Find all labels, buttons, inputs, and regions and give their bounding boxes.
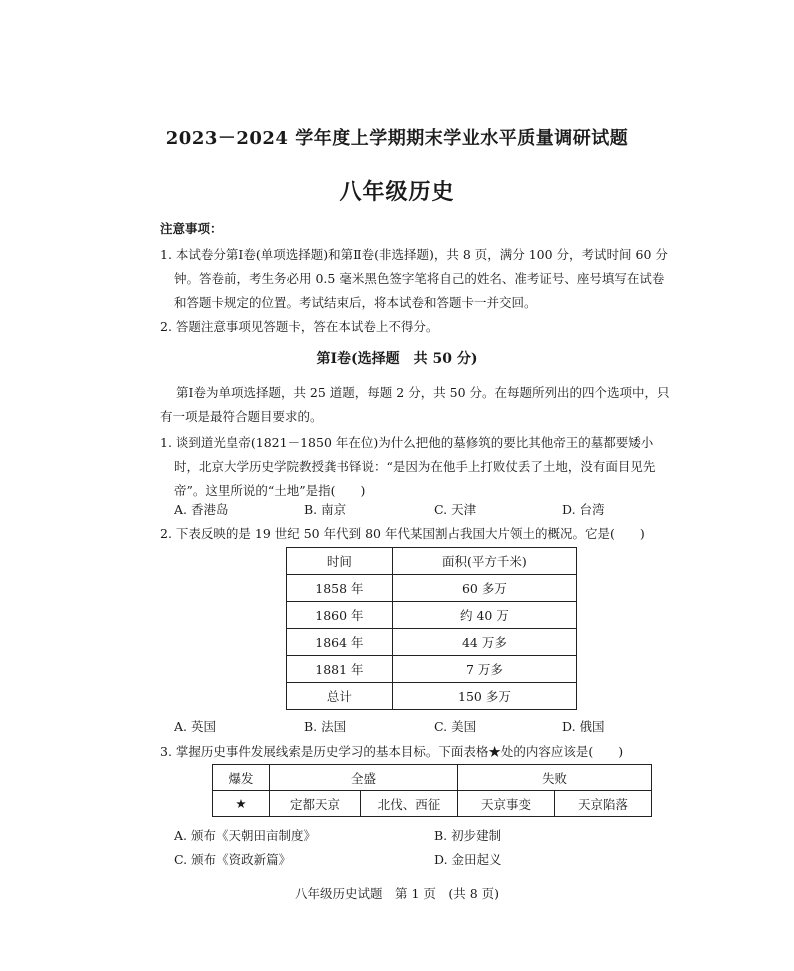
q1-option-a: A. 香港岛 <box>174 502 229 517</box>
table-row <box>287 683 577 710</box>
taiping-timeline-table <box>212 764 652 817</box>
exam-title: 2023－2024 学年度上学期期末学业水平质量调研试题 <box>165 128 629 149</box>
q1-stem-3: 帝”。这里所说的“土地”是指( ) <box>174 483 366 498</box>
table-header-cell: 爆发 <box>213 765 270 791</box>
table-cell: 约 40 万 <box>392 602 576 629</box>
table-cell: 定都天京 <box>270 791 361 817</box>
table-cell: 1864 年 <box>287 629 393 656</box>
q1-option-d: D. 台湾 <box>562 502 605 517</box>
q2-option-c: C. 美国 <box>434 719 477 734</box>
table-header-cell: 面积(平方千米) <box>392 548 576 575</box>
table-row <box>287 602 577 629</box>
table-header-row <box>287 548 577 575</box>
table-cell: 150 多万 <box>392 683 576 710</box>
table-cell: 1858 年 <box>287 575 393 602</box>
table-row <box>287 656 577 683</box>
table-cell: 天京事变 <box>458 791 555 817</box>
page-footer: 八年级历史试题 第 1 页 (共 8 页) <box>294 886 500 901</box>
table-row <box>213 791 652 817</box>
table-cell: 天京陷落 <box>555 791 652 817</box>
table-row <box>287 575 577 602</box>
table-header-cell: 全盛 <box>270 765 458 791</box>
q3-option-b: B. 初步建制 <box>434 828 502 843</box>
notes-heading: 注意事项： <box>160 221 223 236</box>
table-cell: 总计 <box>287 683 393 710</box>
exam-subject: 八年级历史 <box>339 179 455 205</box>
table-header-cell: 时间 <box>287 548 393 575</box>
notes-line-4: 2. 答题注意事项见答题卡，答在本试卷上不得分。 <box>160 319 439 334</box>
section-intro-1: 第Ⅰ卷为单项选择题，共 25 道题，每题 2 分，共 50 分。在每题所列出的四个选项中，只 <box>176 385 670 400</box>
section-intro-2: 有一项是最符合题目要求的。 <box>160 409 323 424</box>
notes-line-2: 钟。答卷前，考生务必用 0.5 毫米黑色签字笔将自己的姓名、准考证号、座号填写在试卷 <box>174 271 665 286</box>
q1-option-c: C. 天津 <box>434 502 477 517</box>
q2-option-b: B. 法国 <box>304 719 347 734</box>
q2-option-d: D. 俄国 <box>562 719 605 734</box>
table-cell: 北伐、西征 <box>361 791 458 817</box>
territory-table <box>286 547 577 710</box>
q1-stem-1: 1. 谈到道光皇帝(1821－1850 年在位)为什么把他的墓修筑的要比其他帝王的墓都要矮小 <box>160 435 654 450</box>
notes-line-3: 和答题卡规定的位置。考试结束后，将本试卷和答题卡一并交回。 <box>174 295 537 310</box>
q3-stem: 3. 掌握历史事件发展线索是历史学习的基本目标。下面表格★处的内容应该是( ) <box>160 744 624 759</box>
table-header-row <box>213 765 652 791</box>
table-header-cell: 失败 <box>458 765 652 791</box>
q3-option-c: C. 颁布《资政新篇》 <box>174 852 292 867</box>
table-row <box>287 629 577 656</box>
section-heading: 第Ⅰ卷(选择题 共 50 分) <box>316 351 478 367</box>
q2-option-a: A. 英国 <box>174 719 216 734</box>
q3-option-a: A. 颁布《天朝田亩制度》 <box>174 828 316 843</box>
notes-line-1: 1. 本试卷分第Ⅰ卷(单项选择题)和第Ⅱ卷(非选择题)，共 8 页，满分 100 分，考试时间 60 分 <box>160 247 668 262</box>
table-cell: 60 多万 <box>392 575 576 602</box>
table-cell: 44 万多 <box>392 629 576 656</box>
q1-option-b: B. 南京 <box>304 502 347 517</box>
table-cell: 1860 年 <box>287 602 393 629</box>
q1-stem-2: 时，北京大学历史学院教授龚书铎说：“是因为在他手上打败仗丢了土地，没有面目见先 <box>174 459 656 474</box>
table-cell: 7 万多 <box>392 656 576 683</box>
q2-stem: 2. 下表反映的是 19 世纪 50 年代到 80 年代某国割占我国大片领土的概况。它是( ) <box>160 526 645 541</box>
star-cell: ★ <box>213 791 270 817</box>
table-cell: 1881 年 <box>287 656 393 683</box>
q3-option-d: D. 金田起义 <box>434 852 502 867</box>
